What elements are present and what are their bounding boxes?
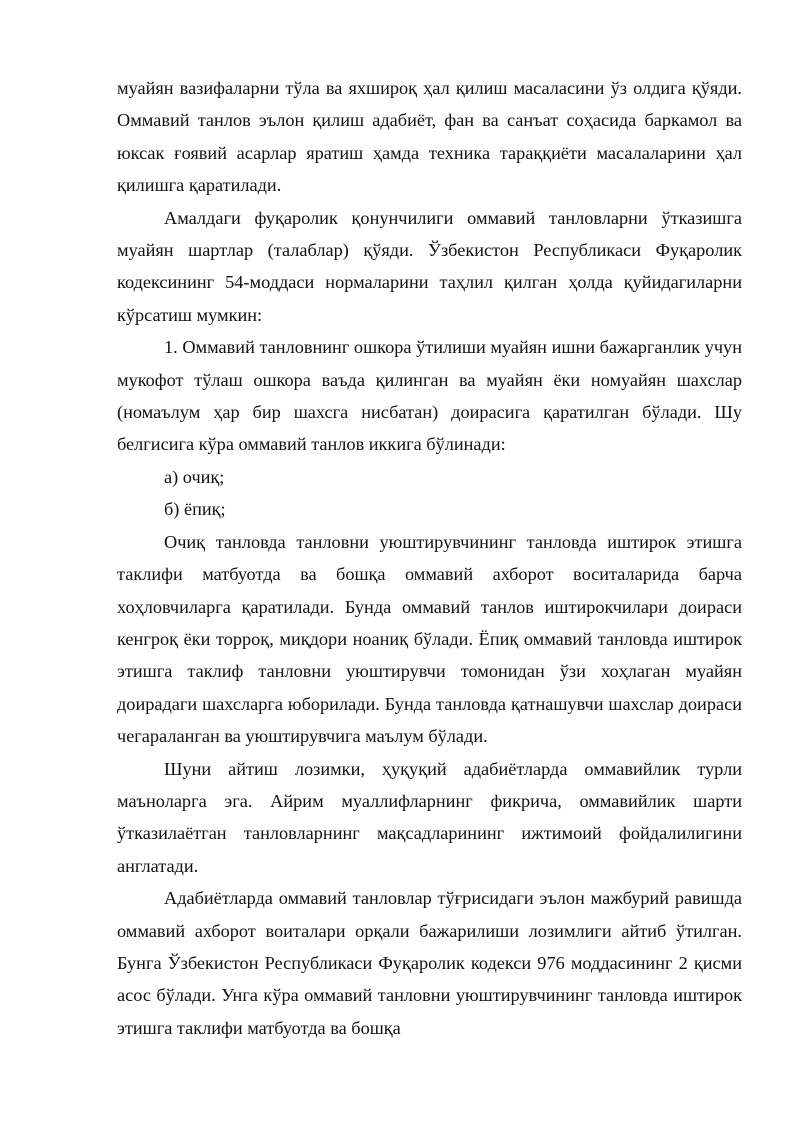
list-item-closed: б) ёпиқ; xyxy=(164,499,226,520)
paragraph-publicity: Шуни айтиш лозимки, ҳуқуқий адабиётларда оммавийлик турли маъноларга эга. Айрим муаллифларнинг фикрича, оммавийлик шарти ўтказилаётган танловларнинг мақсадларининг ижтимоий фойдалилигини англатади. xyxy=(117,758,742,876)
paragraph-legislation: Амалдаги фуқаролик қонунчилиги оммавий танловларни ўтказишга муайян шартлар (талаблар) қўяди. Ўзбекистон Республикаси Фуқаролик кодексининг 54-моддаси нормаларини таҳлил қилган ҳолда қуйидагиларни кўрсатиш мумкин: xyxy=(117,207,742,325)
paragraph-literature: Адабиётларда оммавий танловлар тўғрисидаги эълон мажбурий равишда оммавий ахборот воиталари орқали бажарилиши лозимлиги айтиб ўтилган. Бунга Ўзбекистон Республикаси Фуқаролик кодекси 976 моддасининг 2 қисми асос бўлади. Унга кўра оммавий танловни уюштирувчининг танловда иштирок этишга таклифи матбуотда ва бошқа xyxy=(117,888,742,1038)
paragraph-continuation: муайян вазифаларни тўла ва яхшироқ ҳал қилиш масаласини ўз олдига қўяди. Оммавий танлов эълон қилиш адабиёт, фан ва санъат соҳасида баркамол ва юксак ғоявий асарлар яратиш ҳамда техника тараққиёти масалаларини ҳал қилишга қаратилади. xyxy=(117,78,742,196)
paragraph-point-1: 1. Оммавий танловнинг ошкора ўтилиши муайян ишни бажарганлик учун мукофот тўлаш ошкора ваъда қилинган ва муайян ёки номуайян шахслар (номаълум ҳар бир шахсга нисбатан) доирасига қаратилган бўлади. Шу белгисига кўра оммавий танлов иккига бўлинади: xyxy=(117,337,742,455)
paragraph-open-closed: Очиқ танловда танловни уюштирувчининг танловда иштирок этишга таклифи матбуотда ва бошқа оммавий ахборот воситаларида барча хоҳловчиларга қаратилади. Бунда оммавий танлов иштирокчилари доираси кенгроқ ёки торроқ, миқдори ноаниқ бўлади. Ёпиқ оммавий танловда иштирок этишга таклиф танловни уюштирувчи томонидан ўзи хоҳлаган муайян доирадаги шахсларга юборилади. Бунда танловда қатнашувчи шахслар доираси чегараланган ва уюштирувчига маълум бўлади. xyxy=(117,531,742,747)
list-item-open: а) очиқ; xyxy=(164,466,225,487)
body-text xyxy=(117,72,742,1044)
